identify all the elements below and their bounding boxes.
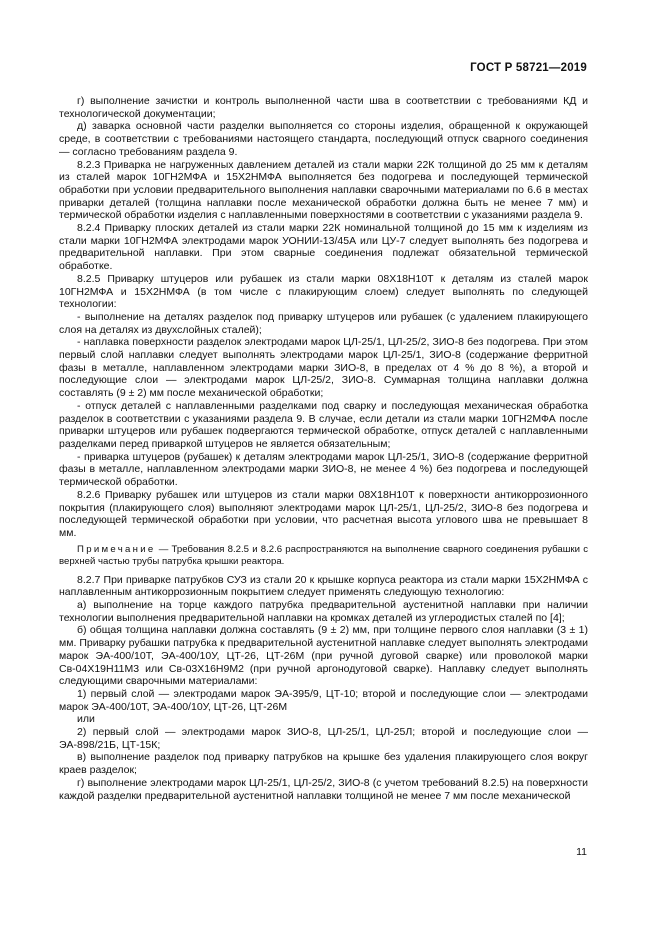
paragraph-g-cleaning: г) выполнение зачистки и контроль выполненной части шва в соответствии с требованиями КД и технологической документации; [59, 95, 588, 120]
paragraph-8-2-4: 8.2.4 Приварку плоских деталей из стали марки 22К номинальной толщиной до 15 мм к изделиям из стали марки 10ГН2МФА электродами марок УОНИИ-13/45А или ЦУ-7 следует выполнять без подогрева и предварительной наплавки. При этом сварные соединения подлежат обязательной термической обработке. [59, 222, 588, 273]
list-item-a: а) выполнение на торце каждого патрубка предварительной аустенитной наплавки при наличии технологии выполнения предварительной наплавки на кромках деталей из углеродистых сталей по [4]; [59, 599, 588, 624]
paragraph-8-2-6: 8.2.6 Приварку рубашек или штуцеров из стали марки 08Х18Н10Т к поверхности антикоррозионного покрытия (плакирующего слоя) выполняют электродами марок ЦЛ-25/1, ЦЛ-25/2, ЗИО-8 без подогрева и последующей термической обработки при условии, что расчетная высота углового шва не превышает 8 мм. [59, 488, 588, 539]
list-item-or: или [77, 713, 95, 726]
paragraph-8-2-7: 8.2.7 При приварке патрубков СУЗ из стали 20 к крышке корпуса реактора из стали марки 15Х2НМФА с наплавленным антикоррозионным покрытием следует применять следующую технологию: [59, 573, 588, 599]
standard-header: ГОСТ Р 58721—2019 [470, 62, 587, 74]
list-item-g-electrodes: г) выполнение электродами марок ЦЛ-25/1, ЦЛ-25/2, ЗИО-8 (с учетом требований 8.2.5) на поверхности каждой разделки предварительной аустенитной наплавки толщиной не менее 7 мм после механической [59, 776, 588, 802]
note-label: Примечание [77, 543, 156, 555]
paragraph-8-2-3: 8.2.3 Приварка не нагруженных давлением деталей из стали марки 22К толщиной до 25 мм к деталям из сталей марок 10ГН2МФА и 15Х2НМФА выполняется без подогрева и последующей термической обработки при условии предварительного выполнения наплавки сварочными материалами по 6.6 в местах приварки деталей (толщина наплавки после механической обработки должна быть не менее 7 мм) и термической обработки изделия с наплавленными поверхностями в соответствии с указаниями раздела 9. [59, 158, 588, 222]
list-item-tempering: - отпуск деталей с наплавленными разделками под сварку и последующая механическая обработка разделок в соответствии с указаниями раздела 9. В случае, если детали из стали марки 10ГН2МФА после приварки штуцеров или рубашек подвергаются термической обработке, отпуск деталей с наплавленными разделками перед приваркой штуцеров не является обязательным; [59, 399, 588, 450]
paragraph-8-2-5: 8.2.5 Приварку штуцеров или рубашек из стали марки 08Х18Н10Т к деталям из сталей марок 10ГН2МФА и 15Х2НМФА (в том числе с плакирующим слоем) следует выполнять по следующей технологии: [59, 272, 588, 311]
list-item-1: 1) первый слой — электродами марок ЭА-395/9, ЦТ-10; второй и последующие слои — электродами марок ЭА-400/10Т, ЭА-400/10У, ЦТ-26, ЦТ-26М [59, 687, 588, 713]
list-item-v: в) выполнение разделок под приварку патрубков на крышке без удаления плакирующего слоя вокруг краев разделок; [59, 751, 588, 777]
note [59, 544, 588, 568]
note-text: — Требования 8.2.5 и 8.2.6 распространяются на выполнение сварного соединения рубашки с верхней частью трубы патрубка крышки реактора. [59, 543, 588, 567]
list-item-grooves: - выполнение на деталях разделок под приварку штуцеров или рубашек (с удалением плакирующего слоя на деталях из двухслойных сталей); [59, 310, 588, 336]
list-item-b: б) общая толщина наплавки должна составлять (9 ± 2) мм, при толщине первого слоя наплавки (3 ± 1) мм. Приварку рубашки патрубка к предварительной аустенитной наплавке следует выполнять электродами марок ЭА-400/10Т, ЭА-400/10У, ЦТ-26, ЦТ-26М (при ручной дуговой сварке) или проволокой марки Св-04Х19Н11М3 или Св-03Х16Н9М2 (при ручной аргонодуговой сварке). Наплавку следует выполнять следующими сварочными материалами: [59, 624, 588, 688]
list-item-overlay: - наплавка поверхности разделок электродами марок ЦЛ-25/1, ЦЛ-25/2, ЗИО-8 без подогрева. При этом первый слой наплавки следует выполнять электродами марок ЦЛ-25/1, ЗИО-8 (содержание ферритной фазы в металле, наплавленном электродами марки ЗИО-8, в пределах от 4 % до 8 %), а второй и последующие слои — электродами марок ЦЛ-25/2, ЗИО-8. Суммарная толщина наплавки должна составлять (9 ± 2) мм после механической обработки; [59, 336, 588, 400]
document-body [59, 95, 588, 802]
page-number: 11 [576, 846, 587, 858]
paragraph-d-welding: д) заварка основной части разделки выполняется со стороны изделия, обращенной к окружающей среде, в соответствии с требованиями настоящего стандарта, последующий отпуск сварного соединения — согласно требованиям раздела 9. [59, 120, 588, 158]
list-item-2: 2) первый слой — электродами марок ЗИО-8, ЦЛ-25/1, ЦЛ-25Л; второй и последующие слои — ЭА-898/21Б, ЦТ-15К; [59, 726, 588, 751]
list-item-welding-fittings: - приварка штуцеров (рубашек) к деталям электродами марок ЦЛ-25/1, ЗИО-8 (содержание ферритной фазы в металле, наплавленном электродами марки ЗИО-8, не менее 4 %) без подогрева и последующей термической обработки. [59, 450, 588, 489]
